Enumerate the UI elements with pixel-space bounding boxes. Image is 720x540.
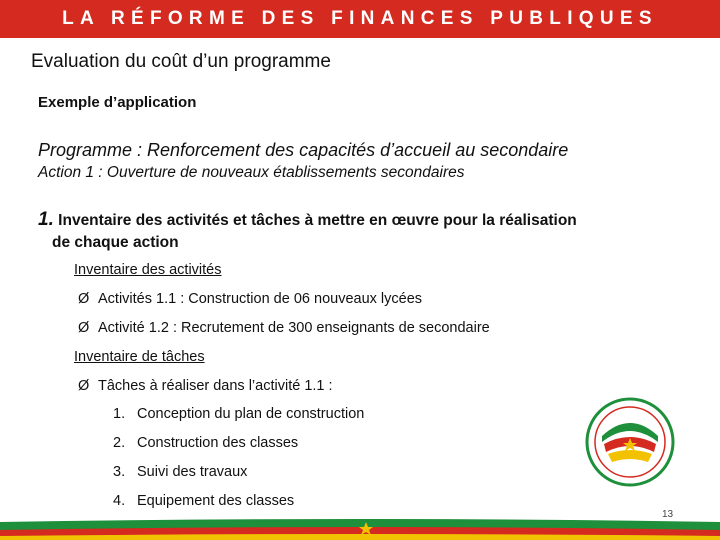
slide-title: Evaluation du coût d’un programme: [31, 51, 331, 72]
item-number: 2.: [113, 435, 126, 451]
list-item-label: Activités 1.1 : Construction de 06 nouveaux lycées: [98, 291, 423, 307]
item-number: 1.: [113, 406, 126, 422]
step-line-2: de chaque action: [52, 234, 179, 251]
step-heading: [38, 209, 688, 254]
list-item: [78, 378, 333, 394]
list-item: [78, 291, 422, 307]
slide-subtitle: Exemple d’application: [38, 94, 197, 111]
footer-flag-stripe: [0, 518, 720, 540]
list-item-label: Construction des classes: [137, 435, 299, 451]
programme-line: Programme : Renforcement des capacités d’accueil au secondaire: [38, 140, 569, 160]
header-banner: [0, 0, 720, 38]
tasks-intro: Tâches à réaliser dans l’activité 1.1 :: [98, 378, 333, 394]
list-item: [113, 493, 294, 509]
list-item-label: Suivi des travaux: [137, 464, 248, 480]
arrow-bullet-icon: Ø: [78, 378, 90, 394]
step-number: 1.: [38, 209, 54, 230]
item-number: 4.: [113, 493, 126, 509]
reform-seal-logo: [584, 396, 676, 488]
list-item-label: Conception du plan de construction: [137, 406, 365, 422]
step-line-1: Inventaire des activités et tâches à mettre en œuvre pour la réalisation: [58, 212, 577, 229]
list-item: [113, 435, 298, 451]
tasks-heading: Inventaire de tâches: [74, 349, 205, 365]
list-item-label: Equipement des classes: [137, 493, 295, 509]
arrow-bullet-icon: Ø: [78, 291, 90, 307]
arrow-bullet-icon: Ø: [78, 320, 90, 336]
list-item-label: Activité 1.2 : Recrutement de 300 enseignants de secondaire: [98, 320, 490, 336]
page-number: 13: [662, 509, 674, 520]
list-item: [78, 320, 490, 336]
activities-heading: Inventaire des activités: [74, 262, 222, 278]
list-item: [113, 464, 247, 480]
list-item: [113, 406, 364, 422]
item-number: 3.: [113, 464, 126, 480]
banner-title: LA RÉFORME DES FINANCES PUBLIQUES: [62, 8, 658, 29]
action-line: Action 1 : Ouverture de nouveaux établissements secondaires: [38, 164, 465, 181]
